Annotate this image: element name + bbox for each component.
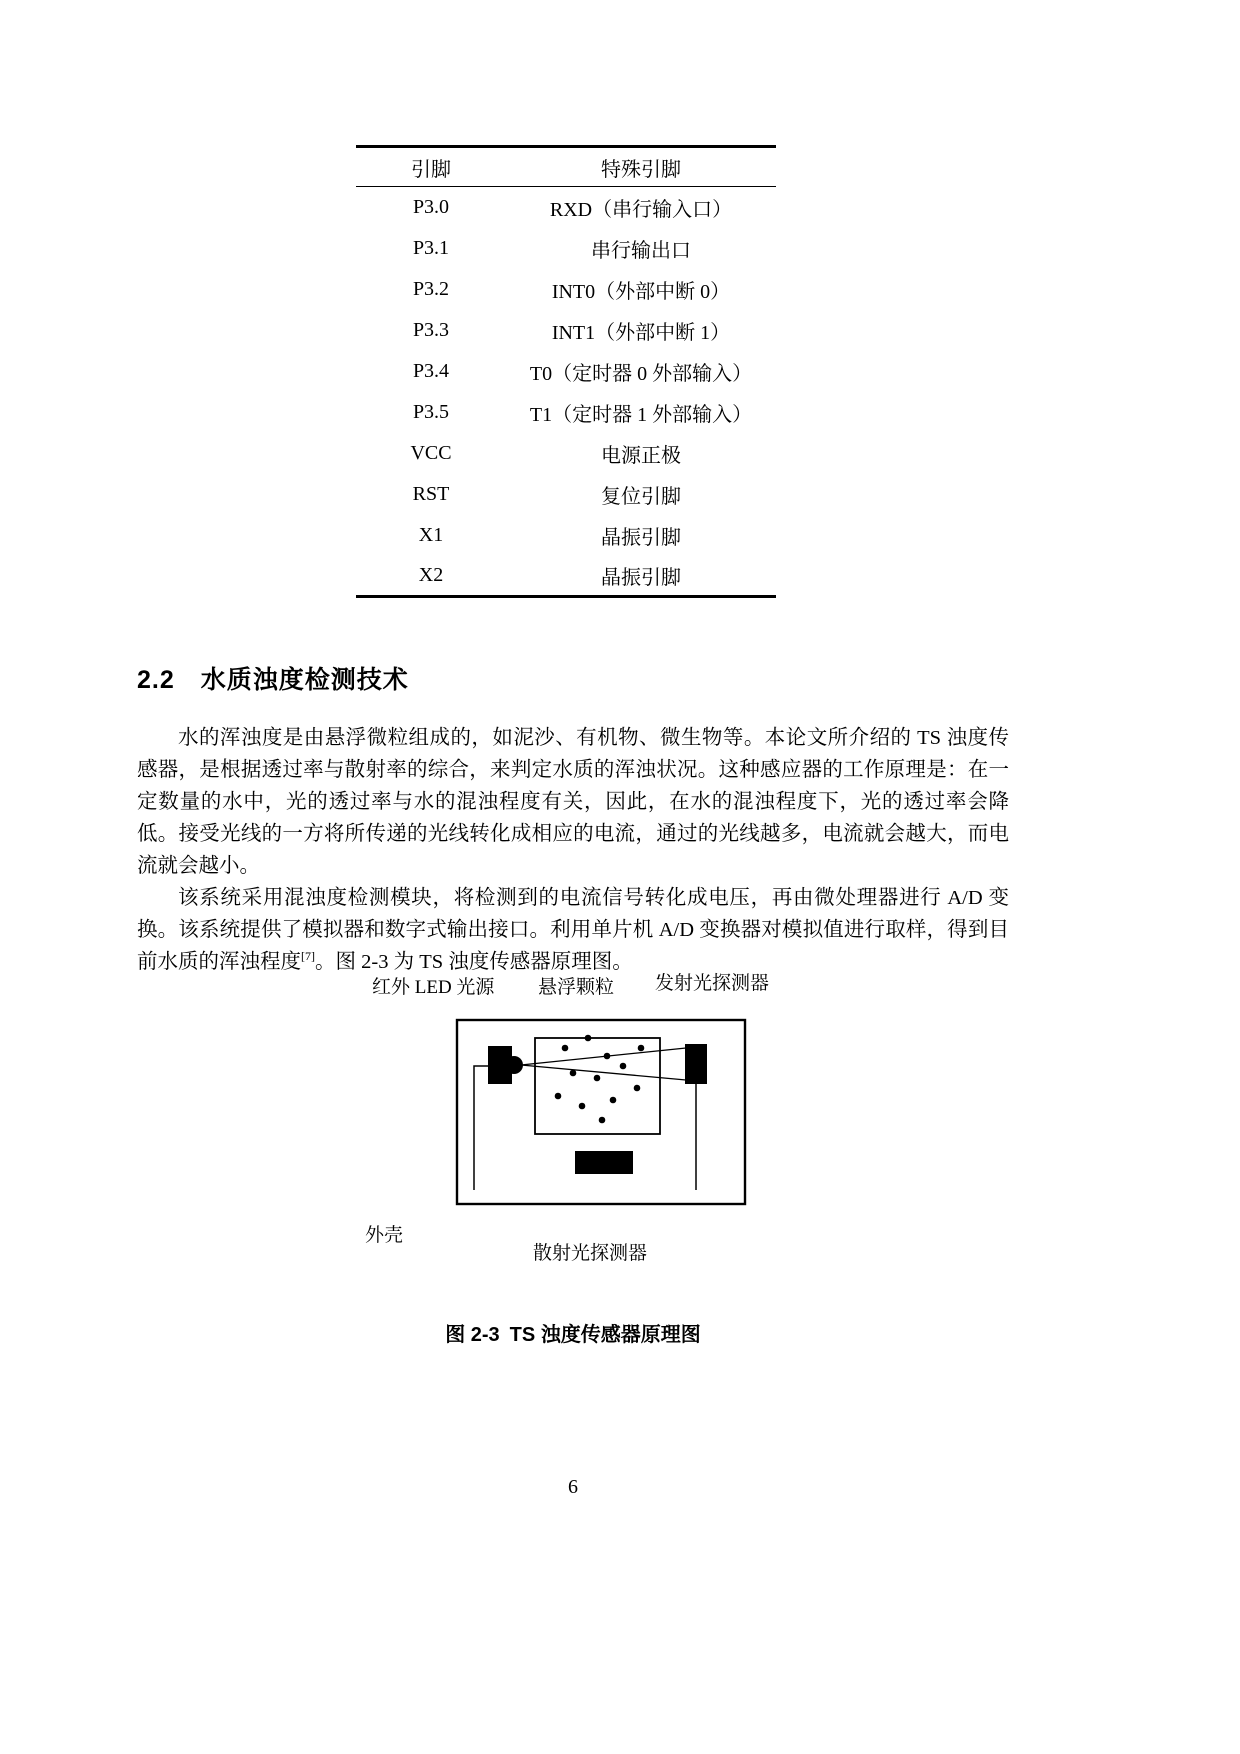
particle-dot (555, 1093, 562, 1100)
led-lens-shape (505, 1056, 523, 1074)
pin-cell: X2 (418, 563, 444, 586)
func-cell: 电源正极 (601, 444, 681, 467)
particle-dot (599, 1117, 606, 1124)
particle-dot (604, 1053, 611, 1060)
table-row (356, 392, 776, 433)
table-row (356, 556, 776, 597)
func-cell: 晶振引脚 (601, 526, 681, 549)
body-text (137, 722, 1009, 978)
table-row (356, 310, 776, 351)
led-wire (474, 1066, 488, 1190)
label-suspended-particles: 悬浮颗粒 (538, 977, 615, 998)
label-emitted-light-detector: 发射光探测器 (655, 973, 770, 994)
pin-table (356, 145, 776, 598)
particle-dot (594, 1075, 601, 1082)
table-row (356, 269, 776, 310)
paragraph-1: 水的浑浊度是由悬浮微粒组成的，如泥沙、有机物、微生物等。本论文所介绍的 TS 浊度传感器，是根据透过率与散射率的综合，来判定水质的浑浊状况。这种感应器的工作原理是：在一定数量的水中，光的透过率与水的混浊程度有关，因此，在水的混浊程度下，光的透过率会降低。接受光线的一方将所传递的光线转化成相应的电流，通过的光线越多，电流就会越大，而电流就会越小。 (137, 727, 1009, 877)
label-shell: 外壳 (365, 1225, 404, 1246)
func-cell: 串行输出口 (591, 239, 691, 262)
turbidity-sensor-diagram (455, 1018, 747, 1206)
func-cell: 复位引脚 (601, 485, 681, 508)
beam-line-upper (521, 1048, 686, 1065)
pin-cell: P3.0 (412, 195, 450, 218)
column-header-pin: 引脚 (356, 147, 506, 187)
table-row (356, 433, 776, 474)
page-number: 6 (568, 1476, 578, 1498)
func-cell: RXD（串行输入口） (549, 198, 733, 221)
func-cell: 晶振引脚 (601, 566, 681, 589)
emit-detector-shape (685, 1044, 707, 1084)
section-number: 2.2 (137, 666, 175, 694)
figure-caption-number: 图 2-3 (445, 1324, 500, 1346)
label-infrared-led-source: 红外 LED 光源 (372, 977, 495, 998)
citation-ref-7: [7] (301, 949, 315, 964)
table-row (356, 351, 776, 392)
section-heading (137, 660, 409, 696)
table-row (356, 228, 776, 269)
paragraph-2-text: 该系统采用混浊度检测模块，将检测到的电流信号转化成电压，再由微处理器进行 A/D 变换。该系统提供了模拟器和数字式输出接口。利用单片机 A/D 变换器对模拟值进行取样，得到目前水质的浑浊程度 (137, 887, 1009, 973)
particle-dot (610, 1097, 617, 1104)
section-title: 水质浊度检测技术 (200, 666, 409, 694)
label-scattered-light-detector: 散射光探测器 (533, 1243, 648, 1264)
particle-dot (585, 1035, 592, 1042)
func-cell: INT1（外部中断 1） (551, 321, 731, 344)
table-row (356, 187, 776, 228)
table-row (356, 474, 776, 515)
pin-cell: RST (412, 482, 450, 505)
pin-cell: P3.4 (412, 359, 450, 382)
paragraph-2-text-end: 。图 2-3 为 TS 浊度传感器原理图。 (315, 951, 633, 973)
particle-dot (638, 1045, 645, 1052)
figure-caption-title: TS 浊度传感器原理图 (509, 1324, 701, 1346)
pin-cell: VCC (410, 441, 452, 464)
particle-dots (555, 1035, 645, 1124)
paragraph-2 (137, 882, 1009, 978)
pin-cell: P3.5 (412, 400, 450, 423)
particle-dot (634, 1085, 641, 1092)
table-header-row (356, 147, 776, 187)
pin-cell: P3.3 (412, 318, 450, 341)
func-cell: T1（定时器 1 外部输入） (529, 403, 753, 426)
particle-dot (562, 1045, 569, 1052)
scatter-detector-shape (575, 1151, 633, 1174)
func-cell: T0（定时器 0 外部输入） (529, 362, 753, 385)
pin-cell: P3.2 (412, 277, 450, 300)
figure-caption (137, 1318, 1009, 1347)
beam-line-lower (521, 1065, 686, 1080)
table-row (356, 515, 776, 556)
func-cell: INT0（外部中断 0） (551, 280, 731, 303)
column-header-func: 特殊引脚 (506, 147, 776, 187)
pin-cell: P3.1 (412, 236, 450, 259)
particle-dot (579, 1103, 586, 1110)
particle-dot (620, 1063, 627, 1070)
pin-cell: X1 (418, 523, 444, 546)
particle-dot (570, 1070, 577, 1077)
